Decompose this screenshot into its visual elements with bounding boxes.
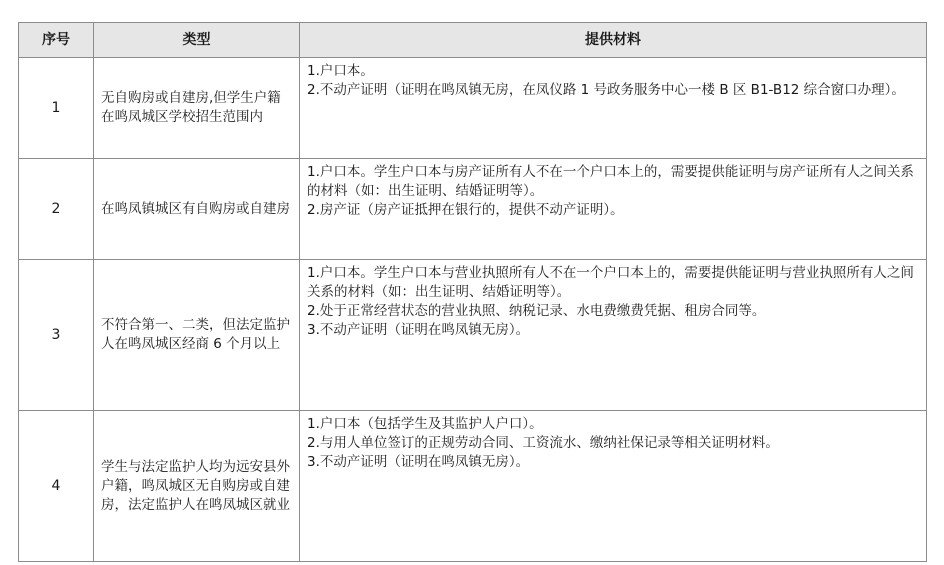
row-number: 4 bbox=[19, 411, 94, 562]
materials-table-container bbox=[18, 22, 926, 562]
row-number: 3 bbox=[19, 260, 94, 411]
row-materials bbox=[300, 411, 927, 562]
row-type: 不符合第一、二类，但法定监护人在鸣凤城区经商 6 个月以上 bbox=[94, 260, 300, 411]
materials-table bbox=[18, 22, 927, 562]
material-item: 2.与用人单位签订的正规劳动合同、工资流水、缴纳社保记录等相关证明材料。 bbox=[307, 435, 779, 451]
material-item: 1.户口本（包括学生及其监护人户口）。 bbox=[307, 416, 543, 432]
table-row bbox=[19, 58, 927, 159]
table-row bbox=[19, 260, 927, 411]
header-type: 类型 bbox=[94, 23, 300, 58]
table-row bbox=[19, 159, 927, 260]
header-number: 序号 bbox=[19, 23, 94, 58]
material-item: 3.不动产证明（证明在鸣凤镇无房）。 bbox=[307, 454, 530, 470]
row-number: 2 bbox=[19, 159, 94, 260]
row-type: 无自购房或自建房,但学生户籍在鸣凤城区学校招生范围内 bbox=[94, 58, 300, 159]
row-materials bbox=[300, 260, 927, 411]
material-item: 2.处于正常经营状态的营业执照、纳税记录、水电费缴费凭据、租房合同等。 bbox=[307, 303, 766, 319]
material-item: 1.户口本。学生户口本与房产证所有人不在一个户口本上的，需要提供能证明与房产证所有人之间关系的材料（如：出生证明、结婚证明等）。 bbox=[307, 164, 914, 199]
header-materials: 提供材料 bbox=[300, 23, 927, 58]
row-type: 学生与法定监护人均为远安县外户籍，鸣凤城区无自购房或自建房，法定监护人在鸣凤城区就业 bbox=[94, 411, 300, 562]
material-item: 2.不动产证明（证明在鸣凤镇无房，在凤仪路 1 号政务服务中心一楼 B 区 B1-B12 综合窗口办理）。 bbox=[307, 82, 905, 98]
row-materials bbox=[300, 159, 927, 260]
material-item: 1.户口本。 bbox=[307, 63, 374, 79]
table-header-row bbox=[19, 23, 927, 58]
material-item: 1.户口本。学生户口本与营业执照所有人不在一个户口本上的，需要提供能证明与营业执照所有人之间关系的材料（如：出生证明、结婚证明等）。 bbox=[307, 265, 914, 300]
row-materials bbox=[300, 58, 927, 159]
row-type: 在鸣凤镇城区有自购房或自建房 bbox=[94, 159, 300, 260]
material-item: 2.房产证（房产证抵押在银行的，提供不动产证明）。 bbox=[307, 202, 624, 218]
material-item: 3.不动产证明（证明在鸣凤镇无房）。 bbox=[307, 322, 530, 338]
table-row bbox=[19, 411, 927, 562]
row-number: 1 bbox=[19, 58, 94, 159]
